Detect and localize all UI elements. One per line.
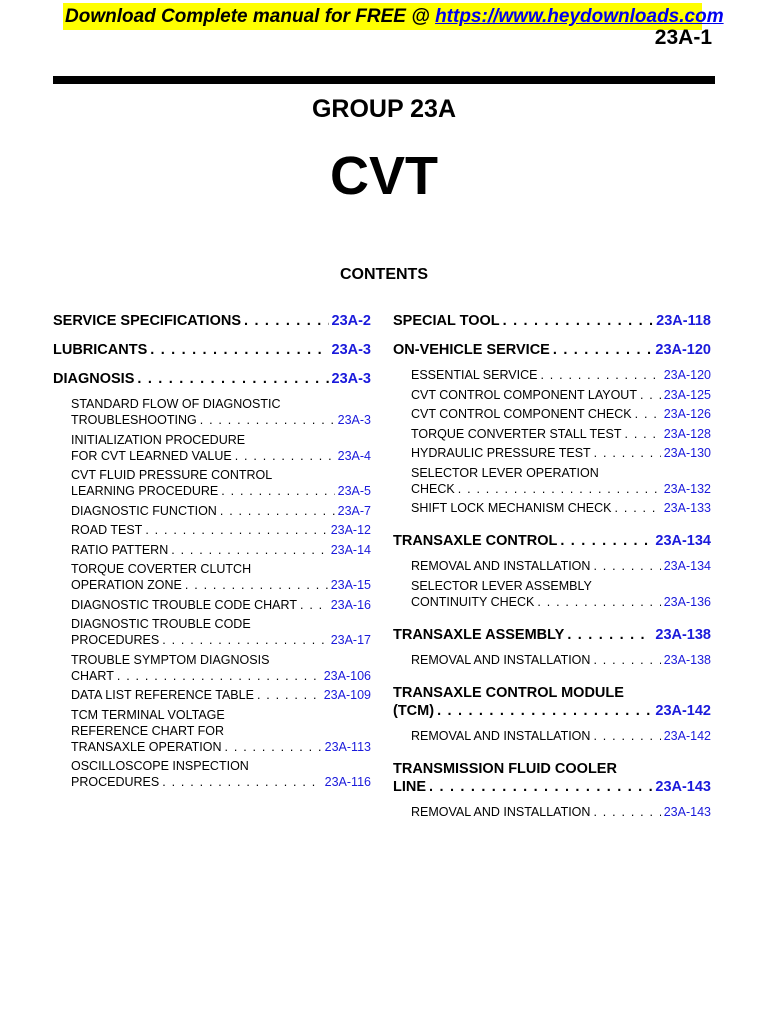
dot-leader [615, 500, 661, 516]
toc-page-link[interactable]: 23A-4 [337, 448, 371, 463]
toc-entry[interactable] [411, 445, 711, 461]
toc-page-link[interactable]: 23A-2 [331, 313, 371, 329]
toc-page-link[interactable]: 23A-113 [324, 739, 371, 754]
toc-page-link[interactable]: 23A-125 [663, 387, 711, 402]
toc-page-link[interactable]: 23A-15 [330, 578, 371, 592]
toc-entry[interactable] [71, 707, 371, 755]
toc-entry-title: TRANSAXLE OPERATION [71, 739, 222, 754]
toc-entry-title: ON-VEHICLE SERVICE [393, 342, 550, 358]
toc-entry-title: REMOVAL AND INSTALLATION [411, 652, 591, 667]
toc-page-link[interactable]: 23A-142 [655, 702, 711, 719]
toc-entry-title: TROUBLE SYMPTOM DIAGNOSIS [71, 652, 270, 667]
toc-entry[interactable] [411, 558, 711, 574]
toc-entry-title: TORQUE CONVERTER STALL TEST [411, 426, 622, 441]
toc-entry[interactable] [411, 465, 711, 497]
toc-entry[interactable] [71, 522, 371, 538]
dot-leader [162, 632, 327, 648]
toc-page-link[interactable]: 23A-3 [331, 371, 371, 387]
toc-page-link[interactable]: 23A-130 [663, 446, 711, 460]
toc-page-link[interactable]: 23A-143 [663, 804, 711, 819]
dot-leader [537, 594, 660, 610]
toc-page-link[interactable]: 23A-109 [323, 688, 371, 702]
toc-entry[interactable] [71, 758, 371, 790]
toc-entry-title: PROCEDURES [71, 633, 160, 647]
toc-entry-title: DIAGNOSTIC TROUBLE CODE CHART [71, 597, 297, 612]
toc-entry-title: TORQUE COVERTER CLUTCH [71, 562, 252, 576]
toc-entry[interactable] [71, 561, 371, 593]
toc-entry-title: RATIO PATTERN [71, 542, 169, 557]
toc-page-link[interactable]: 23A-133 [663, 501, 711, 515]
toc-entry-title: ROAD TEST [71, 523, 143, 537]
toc-page-link[interactable]: 23A-126 [663, 407, 711, 421]
toc-page-link[interactable]: 23A-143 [655, 778, 711, 795]
toc-entry-title: TRANSMISSION FLUID COOLER [393, 760, 617, 777]
toc-entry-title: SHIFT LOCK MECHANISM CHECK [411, 501, 612, 515]
toc-entry-title: SELECTOR LEVER OPERATION [411, 465, 599, 480]
dot-leader [437, 702, 652, 720]
dot-leader [150, 341, 328, 359]
toc-entry-title: SPECIAL TOOL [393, 313, 500, 329]
dot-leader [429, 778, 652, 796]
dot-leader [171, 542, 327, 558]
toc-entry[interactable] [411, 652, 711, 668]
toc-entry[interactable] [393, 312, 711, 330]
toc-entry-title: SERVICE SPECIFICATIONS [53, 313, 241, 329]
dot-leader [503, 312, 654, 330]
toc-entry[interactable] [411, 406, 711, 422]
toc-entry-title: LINE [393, 778, 427, 795]
toc-entry[interactable] [411, 804, 711, 820]
toc-page-link[interactable]: 23A-136 [663, 594, 711, 609]
toc-entry-title: STANDARD FLOW OF DIAGNOSTIC [71, 397, 281, 411]
group-title: GROUP 23A [311, 95, 457, 123]
toc-entry[interactable] [71, 467, 371, 499]
dot-leader [225, 739, 322, 755]
banner-text: Download Complete manual for FREE @ [65, 6, 436, 27]
dot-leader [235, 448, 335, 464]
toc-entry[interactable] [71, 616, 371, 648]
dot-leader [593, 728, 660, 744]
toc-entry-title: DIAGNOSIS [53, 371, 135, 387]
toc-page-link[interactable]: 23A-3 [337, 413, 371, 427]
toc-page-link[interactable]: 23A-138 [663, 652, 711, 667]
toc-entry[interactable] [393, 684, 711, 720]
toc-entry[interactable] [71, 597, 371, 613]
toc-page-link[interactable]: 23A-138 [655, 626, 711, 643]
toc-entry[interactable] [71, 687, 371, 703]
toc-entry-title: PROCEDURES [71, 775, 160, 789]
toc-entry-title: DATA LIST REFERENCE TABLE [71, 688, 254, 702]
toc-entry[interactable] [411, 578, 711, 610]
dot-leader [221, 483, 334, 499]
toc-entry-title: TRANSAXLE ASSEMBLY [393, 626, 565, 643]
toc-entry-title: HYDRAULIC PRESSURE TEST [411, 446, 591, 460]
dot-leader [624, 426, 660, 442]
toc-entry[interactable] [393, 532, 711, 550]
toc-entry[interactable] [411, 367, 711, 383]
dot-leader [593, 804, 660, 820]
toc-page-link[interactable]: 23A-142 [663, 728, 711, 743]
toc-entry[interactable] [411, 387, 711, 403]
toc-entry-title: TRANSAXLE CONTROL [393, 533, 558, 549]
toc-left-column [53, 312, 371, 794]
toc-entry-title: LEARNING PROCEDURE [71, 484, 219, 498]
dot-leader [458, 481, 661, 497]
dot-leader [560, 532, 652, 550]
toc-entry[interactable] [393, 341, 711, 359]
toc-entry-title: TRANSAXLE CONTROL MODULE [393, 684, 624, 701]
toc-entry-title: REMOVAL AND INSTALLATION [411, 804, 591, 819]
toc-page-link[interactable]: 23A-12 [330, 523, 371, 537]
dot-leader [200, 412, 335, 428]
toc-entry-title: CVT FLUID PRESSURE CONTROL [71, 468, 273, 482]
toc-entry[interactable] [53, 312, 371, 330]
toc-entry-title: OSCILLOSCOPE INSPECTION [71, 759, 249, 773]
toc-entry-title: CVT CONTROL COMPONENT LAYOUT [411, 387, 637, 402]
toc-entry-title: (TCM) [393, 702, 435, 719]
toc-entry-title: CONTINUITY CHECK [411, 594, 535, 609]
toc-page-link[interactable]: 23A-16 [330, 597, 371, 612]
dot-leader [593, 652, 660, 668]
dot-leader [300, 597, 328, 613]
toc-entry[interactable] [71, 652, 371, 684]
dot-leader [117, 668, 321, 684]
dot-leader [594, 445, 661, 461]
dot-leader [244, 312, 329, 330]
dot-leader [540, 367, 660, 383]
dot-leader [640, 387, 661, 403]
toc-entry[interactable] [53, 370, 371, 388]
toc-entry-title: REFERENCE CHART FOR [71, 723, 225, 738]
toc-entry-title: REMOVAL AND INSTALLATION [411, 728, 591, 743]
toc-page-link[interactable]: 23A-7 [337, 503, 371, 518]
toc-page-link[interactable]: 23A-132 [663, 481, 711, 496]
toc-page-link[interactable]: 23A-116 [324, 775, 371, 789]
toc-page-link[interactable]: 23A-120 [663, 368, 711, 382]
toc-entry-title: TCM TERMINAL VOLTAGE [71, 707, 225, 722]
dot-leader [220, 503, 335, 519]
toc-entry-title: DIAGNOSTIC FUNCTION [71, 503, 217, 518]
toc-page-link[interactable]: 23A-134 [663, 559, 711, 573]
dot-leader [145, 522, 327, 538]
toc-page-link[interactable]: 23A-5 [337, 484, 371, 498]
dot-leader [137, 370, 328, 388]
dot-leader [185, 577, 328, 593]
toc-page-link[interactable]: 23A-106 [323, 668, 371, 683]
toc-page-link[interactable]: 23A-128 [663, 426, 711, 441]
toc-entry-title: CHART [71, 668, 114, 683]
toc-entry[interactable] [71, 396, 371, 428]
toc-page-link[interactable]: 23A-134 [655, 533, 711, 549]
toc-entry-title: OPERATION ZONE [71, 578, 182, 592]
toc-page-link[interactable]: 23A-120 [655, 342, 711, 358]
toc-entry[interactable] [393, 626, 711, 644]
dot-leader [567, 626, 652, 644]
toc-entry[interactable] [411, 426, 711, 442]
dot-leader [162, 774, 321, 790]
page-title: CVT [330, 146, 438, 206]
toc-entry-title: FOR CVT LEARNED VALUE [71, 448, 232, 463]
contents-heading: CONTENTS [340, 266, 428, 283]
page-number: 23A-1 [654, 26, 712, 49]
toc-entry-title: TROUBLESHOOTING [71, 413, 197, 427]
toc-entry[interactable] [411, 500, 711, 516]
toc-entry[interactable] [411, 728, 711, 744]
toc-entry[interactable] [71, 432, 371, 464]
toc-page-link[interactable]: 23A-17 [330, 633, 371, 647]
dot-leader [593, 558, 660, 574]
toc-entry[interactable] [53, 341, 371, 359]
download-link[interactable]: https://www.heydownloads.com [435, 6, 724, 27]
toc-entry[interactable] [71, 542, 371, 558]
dot-leader [553, 341, 653, 359]
toc-entry-title: REMOVAL AND INSTALLATION [411, 559, 591, 573]
toc-entry-title: CVT CONTROL COMPONENT CHECK [411, 407, 632, 421]
toc-entry-title: ESSENTIAL SERVICE [411, 368, 538, 382]
dot-leader [635, 406, 661, 422]
toc-entry-title: CHECK [411, 481, 455, 496]
dot-leader [257, 687, 321, 703]
toc-page-link[interactable]: 23A-118 [656, 313, 711, 329]
toc-right-column [393, 312, 711, 823]
download-banner [63, 3, 724, 30]
header-rule [53, 76, 715, 84]
toc-entry[interactable] [393, 760, 711, 796]
toc-entry[interactable] [71, 503, 371, 519]
toc-entry-title: LUBRICANTS [53, 342, 148, 358]
toc-page-link[interactable]: 23A-14 [330, 542, 371, 557]
toc-entry-title: SELECTOR LEVER ASSEMBLY [411, 578, 592, 593]
toc-entry-title: INITIALIZATION PROCEDURE [71, 432, 246, 447]
toc-entry-title: DIAGNOSTIC TROUBLE CODE [71, 617, 251, 631]
toc-page-link[interactable]: 23A-3 [331, 342, 371, 358]
